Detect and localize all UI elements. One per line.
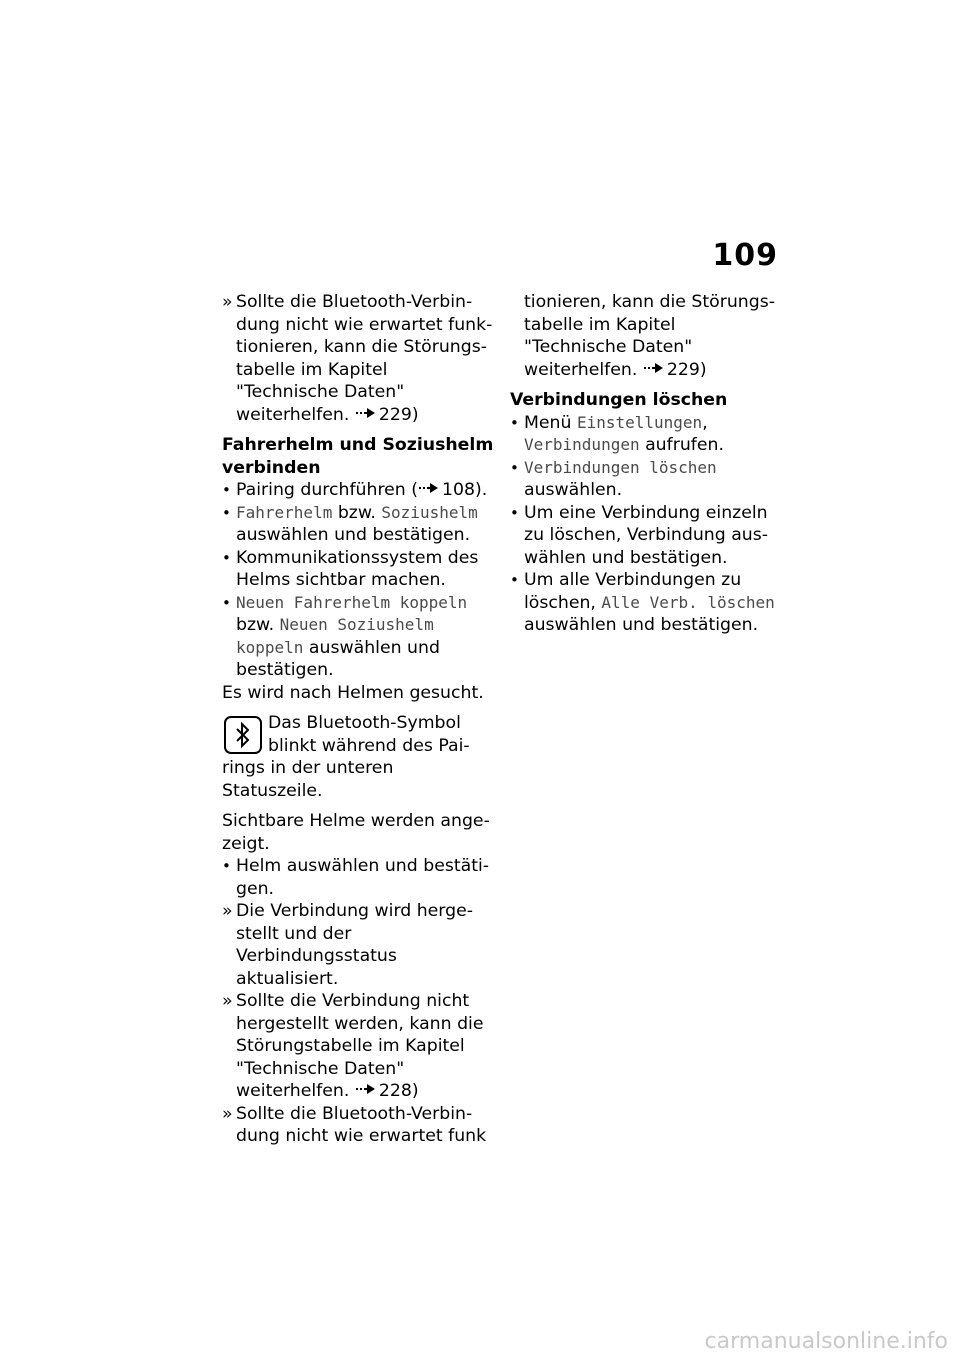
page-ref: 229) bbox=[666, 359, 707, 380]
arrow-icon bbox=[355, 1081, 379, 1101]
step-item: • Verbindungen löschen auswählen. bbox=[510, 457, 717, 500]
bullet-marker: • bbox=[510, 458, 519, 477]
result-item: » Die Verbindung wird hergestellt und der Verbindungsstatus aktualisiert. bbox=[222, 901, 473, 989]
menu-label: Verbindungen löschen bbox=[524, 457, 717, 477]
bullet-marker: • bbox=[510, 413, 519, 432]
bluetooth-note: Das Bluetooth-Symbol blinkt während des Pairings in der unteren Statuszeile. bbox=[222, 713, 470, 801]
result-item: » Sollte die Verbindung nicht hergestellt werden, kann die Störungstabelle im Kapitel "Technische Daten" weiterhelfen. 228) bbox=[222, 991, 484, 1101]
step-item: • Pairing durchführen ( 108). bbox=[222, 480, 488, 500]
arrow-icon bbox=[355, 405, 379, 425]
result-marker: » bbox=[222, 292, 233, 312]
menu-label: Soziushelm bbox=[381, 502, 478, 522]
watermark: carmanualsonline.info bbox=[704, 1329, 948, 1354]
result-marker: » bbox=[222, 901, 233, 921]
left-column bbox=[222, 291, 494, 1148]
bullet-marker: • bbox=[222, 857, 231, 875]
result-marker: » bbox=[222, 991, 233, 1011]
page-number: 109 bbox=[712, 238, 778, 273]
section-heading: Fahrerhelm und Soziushelm verbinden bbox=[222, 435, 494, 478]
info-text: Sichtbare Helme werden angezeigt. bbox=[222, 811, 490, 854]
bluetooth-icon bbox=[224, 716, 262, 754]
menu-label: Einstellungen bbox=[576, 412, 703, 432]
bullet-marker: • bbox=[222, 593, 231, 612]
bullet-marker: • bbox=[222, 548, 231, 567]
step-item: • Kommunikationssystem des Helms sichtbar machen. bbox=[222, 547, 479, 590]
bullet-marker: • bbox=[510, 503, 519, 522]
result-item-continued: tionieren, kann die Störungstabelle im Kapitel "Technische Daten" weiterhelfen. 229) bbox=[524, 292, 775, 380]
step-item: • Fahrerhelm bzw. Soziushelm auswählen und bestätigen. bbox=[222, 502, 478, 545]
bullet-marker: • bbox=[510, 571, 519, 589]
right-column bbox=[510, 291, 780, 637]
arrow-icon bbox=[643, 360, 667, 380]
step-item: • Um alle Verbindungen zu löschen, Alle Verb. löschen auswählen und bestätigen. bbox=[510, 570, 775, 635]
menu-label: Neuen Fahrerhelm koppeln bbox=[236, 592, 468, 612]
menu-label: Verbindungen bbox=[524, 435, 640, 454]
page-ref: 229) bbox=[378, 404, 419, 425]
step-item: • Neuen Fahrerhelm koppeln bzw. Neuen Soziushelm koppeln auswählen und bestätigen. bbox=[222, 592, 468, 680]
step-item: • Helm auswählen und bestätigen. bbox=[222, 856, 490, 899]
section-heading: Verbindungen löschen bbox=[510, 390, 728, 410]
page-ref: 108). bbox=[442, 480, 488, 500]
step-item: • Menü Einstellungen, Verbindungen aufrufen. bbox=[510, 412, 724, 455]
menu-label: Neuen Soziushelm koppeln bbox=[236, 615, 434, 657]
result-item: » Sollte die Bluetooth-Verbindung nicht wie erwartet funk bbox=[222, 1103, 487, 1146]
page-ref: 228) bbox=[378, 1081, 419, 1101]
result-marker: » bbox=[222, 1103, 233, 1124]
step-item: • Um eine Verbindung einzeln zu löschen, Verbindung auswählen und bestätigen. bbox=[510, 502, 768, 568]
menu-label: Alle Verb. löschen bbox=[601, 592, 775, 612]
bullet-marker: • bbox=[222, 481, 231, 499]
result-item: » Sollte die Bluetooth-Verbindung nicht wie erwartet funktionieren, kann die Störungstabelle im Kapitel "Technische Daten" weiterhelfen. 229) bbox=[222, 292, 493, 425]
menu-label: Fahrerhelm bbox=[236, 502, 333, 522]
arrow-icon bbox=[418, 480, 442, 500]
result-text: Es wird nach Helmen gesucht. bbox=[222, 682, 484, 703]
bullet-marker: • bbox=[222, 503, 231, 522]
